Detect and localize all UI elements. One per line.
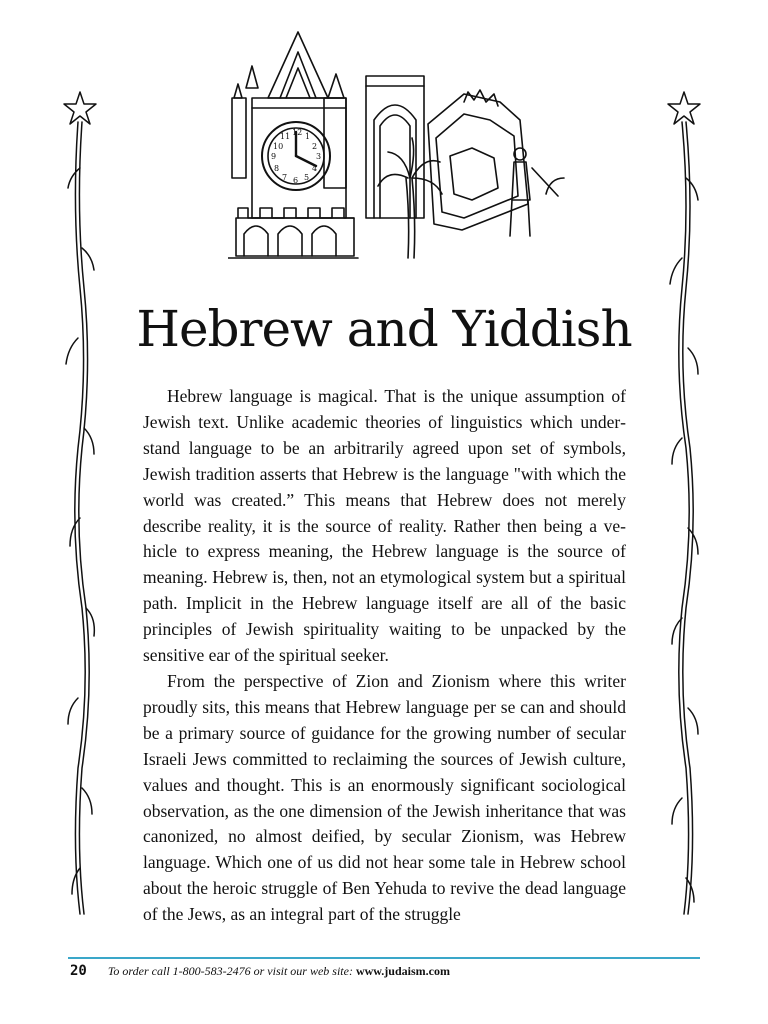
clock-numeral: 4 [312, 164, 318, 173]
page-title: Hebrew and Yiddish [136, 300, 632, 358]
clock-numeral: 1 [305, 132, 311, 141]
clock-numeral: 2 [312, 142, 318, 151]
clock-numeral: 12 [292, 128, 303, 137]
star-topped-vine-icon [60, 88, 100, 918]
footer-order-text: To order call 1-800-583-2476 or visit our web site: [107, 964, 353, 978]
clock-tower-and-book-illustration [228, 28, 568, 266]
clock-numeral: 11 [280, 132, 291, 141]
footer-website-link[interactable]: www.judaism.com [355, 964, 450, 978]
page-number: 20 [70, 963, 87, 979]
clock-numeral: 5 [304, 173, 310, 182]
article-body [143, 384, 626, 928]
paragraph: Hebrew language is magical. That is the unique assumption of Jewish text. Unlike academic theories of linguistics which understand language to be an arbitrarily agreed upon set of symbols, Jewish tradition asserts that Hebrew is the language "with which the world was created.” This means that Hebrew does not merely describe reality, it is the source of reality. Rather then being a vehicle to express meaning, the Hebrew language is the source of meaning. Hebrew is, then, not an etymological system but a spiritual path. Implicit in the Hebrew language itself are all of the basic principles of Jewish spirituality waiting to be unpacked by the sensitive ear of the spiritual seeker. [143, 386, 626, 666]
clock-numeral: 7 [282, 173, 288, 182]
clock-numeral: 3 [316, 152, 322, 161]
clock-numeral: 10 [273, 142, 284, 151]
paragraph: From the perspective of Zion and Zionism where this writer proudly sits, this means that Hebrew language per se can and should be a primary source of guidance for the growing number of secular Israeli Jews committed to reclaiming the sources of Jewish culture, values and thought. This is an enormously significant sociological observation, as the one dimension of the Jewish inheritance that was canonized, no almost deified, by secular Zionism, was Hebrew language. Which one of us did not hear some tale in Hebrew school about the heroic struggle of Ben Yehuda to revive the dead language of the Jews, as an integral part of the struggle [143, 670, 626, 925]
footer-divider [68, 957, 700, 959]
star-topped-vine-icon [664, 88, 704, 918]
footer [70, 963, 690, 979]
clock-numeral: 9 [271, 152, 277, 161]
clock-numeral: 6 [293, 176, 299, 185]
clock-numeral: 8 [274, 164, 280, 173]
